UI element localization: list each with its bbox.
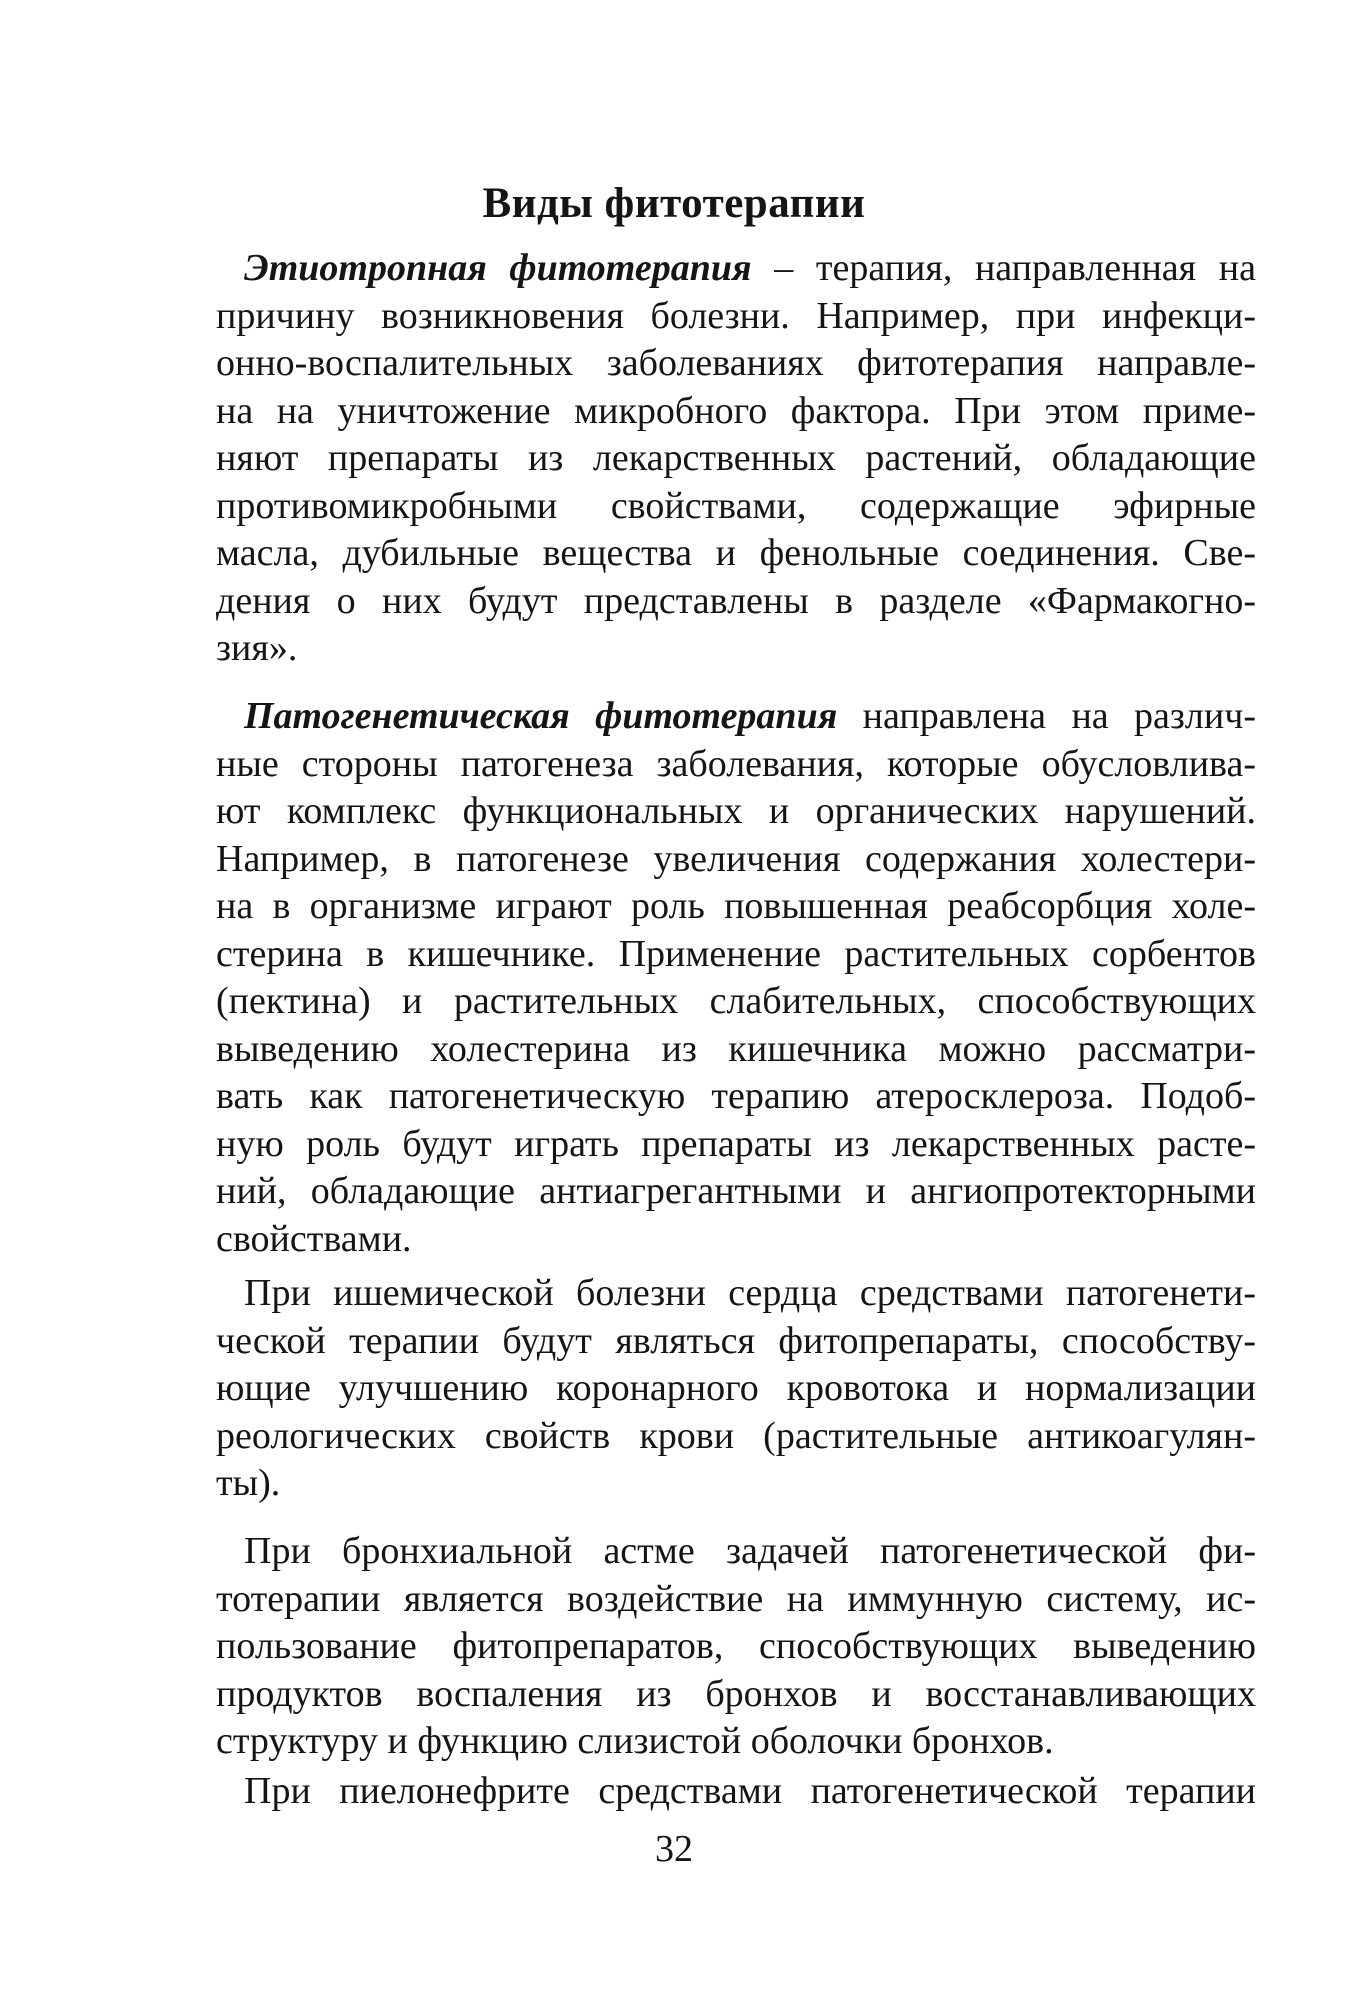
paragraph-line: продуктов воспаления из бронхов и восстанавливающих (216, 1672, 1256, 1715)
term-etiotropic: Этиотропная фитотерапия (244, 247, 752, 289)
paragraph-line: онно-воспалительных заболеваниях фитотерапия направле- (216, 342, 1256, 384)
paragraph-line: При бронхиальной астме задачей патогенетической фи- (244, 1530, 1256, 1572)
paragraph-line: структуру и функцию слизистой оболочки бронхов. (216, 1720, 1054, 1762)
paragraph-line: ные стороны патогенеза заболевания, которые обусловлива- (216, 742, 1256, 785)
paragraph-line: реологических свойств крови (растительные антикоагулян- (216, 1414, 1256, 1457)
paragraph-line: вать как патогенетическую терапию атеросклероза. Подоб- (216, 1075, 1256, 1117)
paragraph-line: При ишемической болезни сердца средствами патогенети- (244, 1272, 1256, 1314)
paragraph-line: на на уничтожение микробного фактора. При этом приме- (216, 389, 1256, 432)
page-heading: Виды фитотерапии (482, 180, 866, 227)
paragraph-line: ты). (216, 1462, 281, 1504)
paragraph-pathogenetic (216, 693, 1256, 1263)
paragraph-line: Патогенетическая фитотерапия направлена на различ- (244, 695, 1256, 737)
paragraph-asthma (216, 1528, 1256, 1766)
paragraph-line: Этиотропная фитотерапия – терапия, направленная на (244, 247, 1256, 289)
paragraph-line: противомикробными свойствами, содержащие эфирные (216, 484, 1256, 527)
paragraph-line: стерина в кишечнике. Применение растительных сорбентов (216, 932, 1256, 975)
paragraph-line: пользование фитопрепаратов, способствующих выведению (216, 1625, 1256, 1667)
paragraph-pyelonephritis (216, 1768, 1256, 1816)
paragraph-line: (пектина) и растительных слабительных, способствующих (216, 980, 1256, 1022)
paragraph-line: зия». (216, 627, 298, 669)
paragraph-line: выведению холестерина из кишечника можно рассматри- (216, 1027, 1256, 1070)
paragraph-etiotropic (216, 245, 1256, 673)
paragraph-line: масла, дубильные вещества и фенольные соединения. Све- (216, 532, 1256, 574)
paragraph-line: ющие улучшению коронарного кровотока и нормализации (216, 1367, 1256, 1409)
paragraph-line: ют комплекс функциональных и органических нарушений. (216, 790, 1256, 832)
paragraph-line: на в организме играют роль повышенная реабсорбция холе- (216, 885, 1256, 927)
page-number: 32 (655, 1828, 693, 1870)
paragraph-line: тотерапии является воздействие на иммунную систему, ис- (216, 1577, 1256, 1620)
paragraph-line: ческой терапии будут являться фитопрепараты, способству- (216, 1319, 1256, 1362)
paragraph-line: дения о них будут представлены в разделе «Фармакогно- (216, 579, 1256, 622)
paragraph-line: ную роль будут играть препараты из лекарственных расте- (216, 1122, 1256, 1165)
term-pathogenetic: Патогенетическая фитотерапия (244, 695, 838, 737)
paragraph-ischemic (216, 1270, 1256, 1508)
paragraph-line: ний, обладающие антиагрегантными и ангиопротекторными (216, 1170, 1256, 1212)
paragraph-line: Например, в патогенезе увеличения содержания холестери- (216, 837, 1256, 880)
paragraph-line: свойствами. (216, 1217, 412, 1260)
paragraph-line: няют препараты из лекарственных растений, обладающие (216, 437, 1256, 479)
paragraph-line: причину возникновения болезни. Например, при инфекци- (216, 294, 1256, 337)
paragraph-line: При пиелонефрите средствами патогенетической терапии (244, 1770, 1256, 1812)
